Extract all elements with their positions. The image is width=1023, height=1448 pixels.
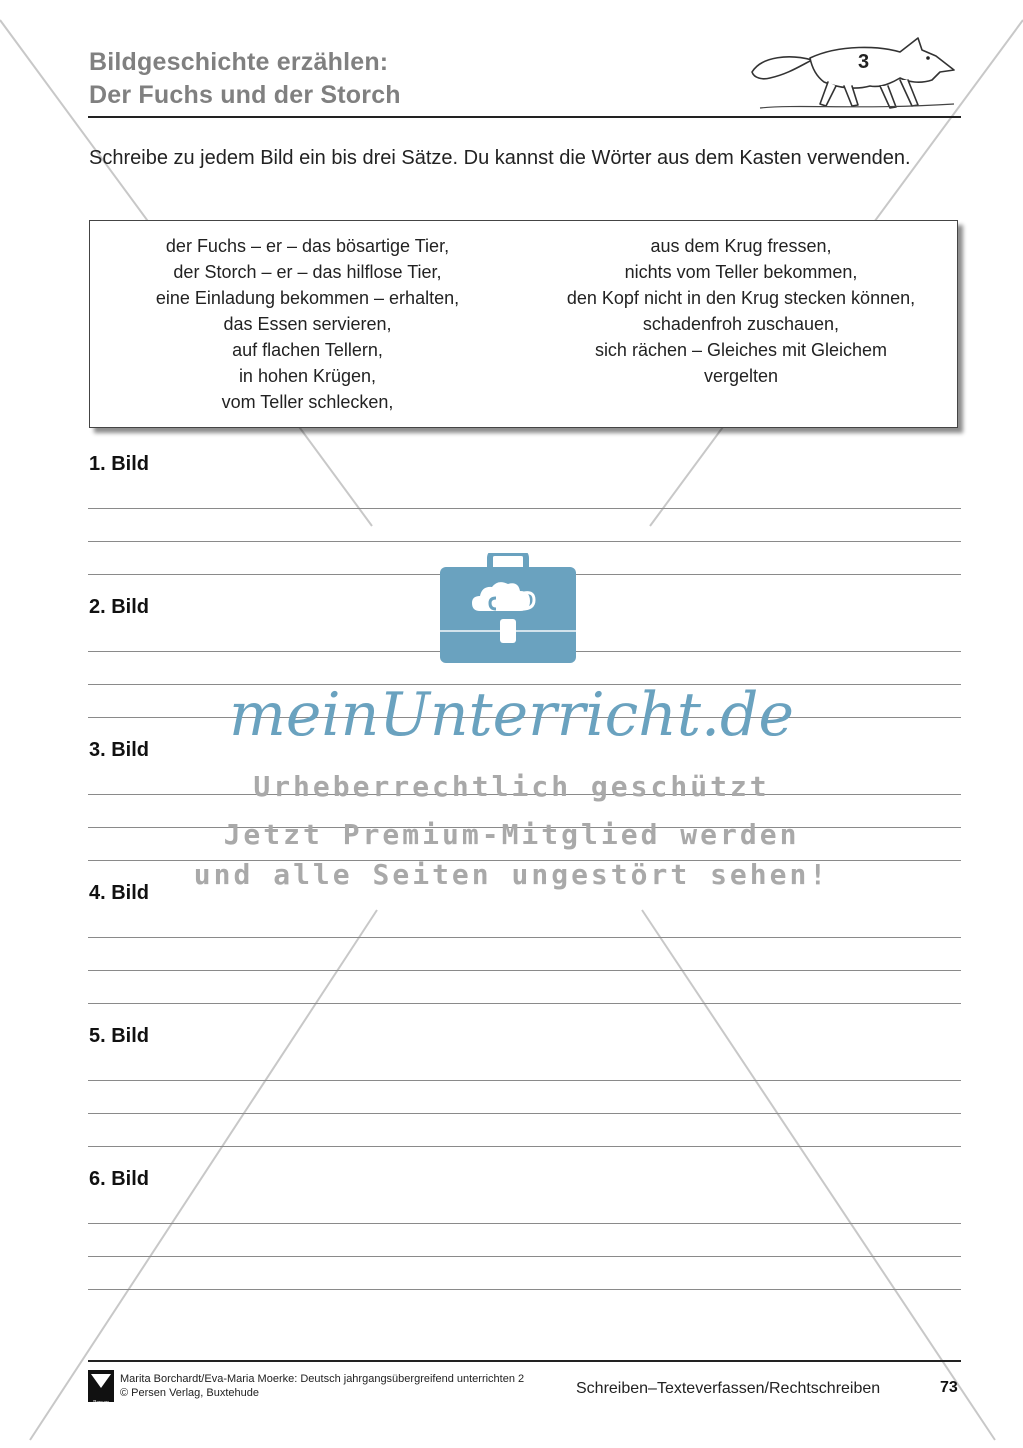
fox-badge-number: 3	[858, 51, 870, 73]
watermark-copyright: Urheberrechtlich geschützt	[253, 770, 770, 803]
word-item: der Storch – er – das hilflose Tier,	[173, 262, 442, 282]
word-item: nichts vom Teller bekommen,	[624, 262, 858, 282]
section-label-bild-6: 6. Bild	[89, 1168, 150, 1190]
writing-line[interactable]	[88, 970, 961, 971]
header-rule	[88, 116, 961, 118]
watermark-url: meinUnterricht.de	[229, 680, 794, 750]
word-item: vergelten	[703, 366, 779, 386]
publisher-logo	[88, 1370, 114, 1406]
word-item: vom Teller schlecken,	[221, 392, 394, 412]
page-title-line2: Der Fuchs und der Storch	[89, 81, 401, 109]
watermark-premium-line1: Jetzt Premium-Mitglied werden	[223, 818, 800, 851]
writing-line[interactable]	[88, 1146, 961, 1147]
watermark-premium-line2: und alle Seiten ungestört sehen!	[193, 858, 830, 891]
fox-illustration	[740, 26, 960, 116]
instruction-text: Schreibe zu jedem Bild ein bis drei Sätze. Du kannst die Wörter aus dem Kasten verwenden.	[89, 147, 911, 169]
writing-line[interactable]	[88, 1003, 961, 1004]
writing-line[interactable]	[88, 1080, 961, 1081]
word-box	[89, 220, 958, 428]
writing-line[interactable]	[88, 937, 961, 938]
publisher-logo-mark	[88, 1370, 114, 1394]
word-item: den Kopf nicht in den Krug stecken können,	[566, 288, 916, 308]
writing-line[interactable]	[88, 508, 961, 509]
word-item: schadenfroh zuschauen,	[642, 314, 840, 334]
word-item: in hohen Krügen,	[238, 366, 377, 386]
writing-line[interactable]	[88, 1113, 961, 1114]
section-label-bild-5: 5. Bild	[89, 1025, 150, 1047]
word-item: aus dem Krug fressen,	[650, 236, 832, 256]
briefcase-cloud-icon	[438, 553, 578, 665]
writing-line[interactable]	[88, 1223, 961, 1224]
section-label-bild-3: 3. Bild	[89, 739, 150, 761]
page-number: 73	[940, 1379, 958, 1396]
page-title-line1: Bildgeschichte erzählen:	[89, 48, 389, 76]
word-box-left-column	[90, 233, 525, 415]
section-label-bild-2: 2. Bild	[89, 596, 150, 618]
word-item: sich rächen – Gleiches mit Gleichem	[594, 340, 888, 360]
footer-section-title: Schreiben–Texteverfassen/Rechtschreiben	[576, 1380, 881, 1397]
word-item: auf flachen Tellern,	[232, 340, 383, 360]
word-item: eine Einladung bekommen – erhalten,	[155, 288, 460, 308]
writing-line[interactable]	[88, 541, 961, 542]
footer-credit-line2: © Persen Verlag, Buxtehude	[120, 1387, 259, 1399]
footer-credit-line1: Marita Borchardt/Eva-Maria Moerke: Deutsch jahrgangsübergreifend unterrichten 2	[120, 1373, 525, 1385]
footer-rule	[88, 1360, 961, 1362]
publisher-logo-text: Persen	[93, 1400, 109, 1406]
writing-line[interactable]	[88, 1256, 961, 1257]
word-item: der Fuchs – er – das bösartige Tier,	[165, 236, 450, 256]
section-label-bild-4: 4. Bild	[89, 882, 150, 904]
section-label-bild-1: 1. Bild	[89, 453, 150, 475]
word-item: das Essen servieren,	[223, 314, 392, 334]
writing-line[interactable]	[88, 1289, 961, 1290]
word-box-right-column	[520, 233, 962, 389]
